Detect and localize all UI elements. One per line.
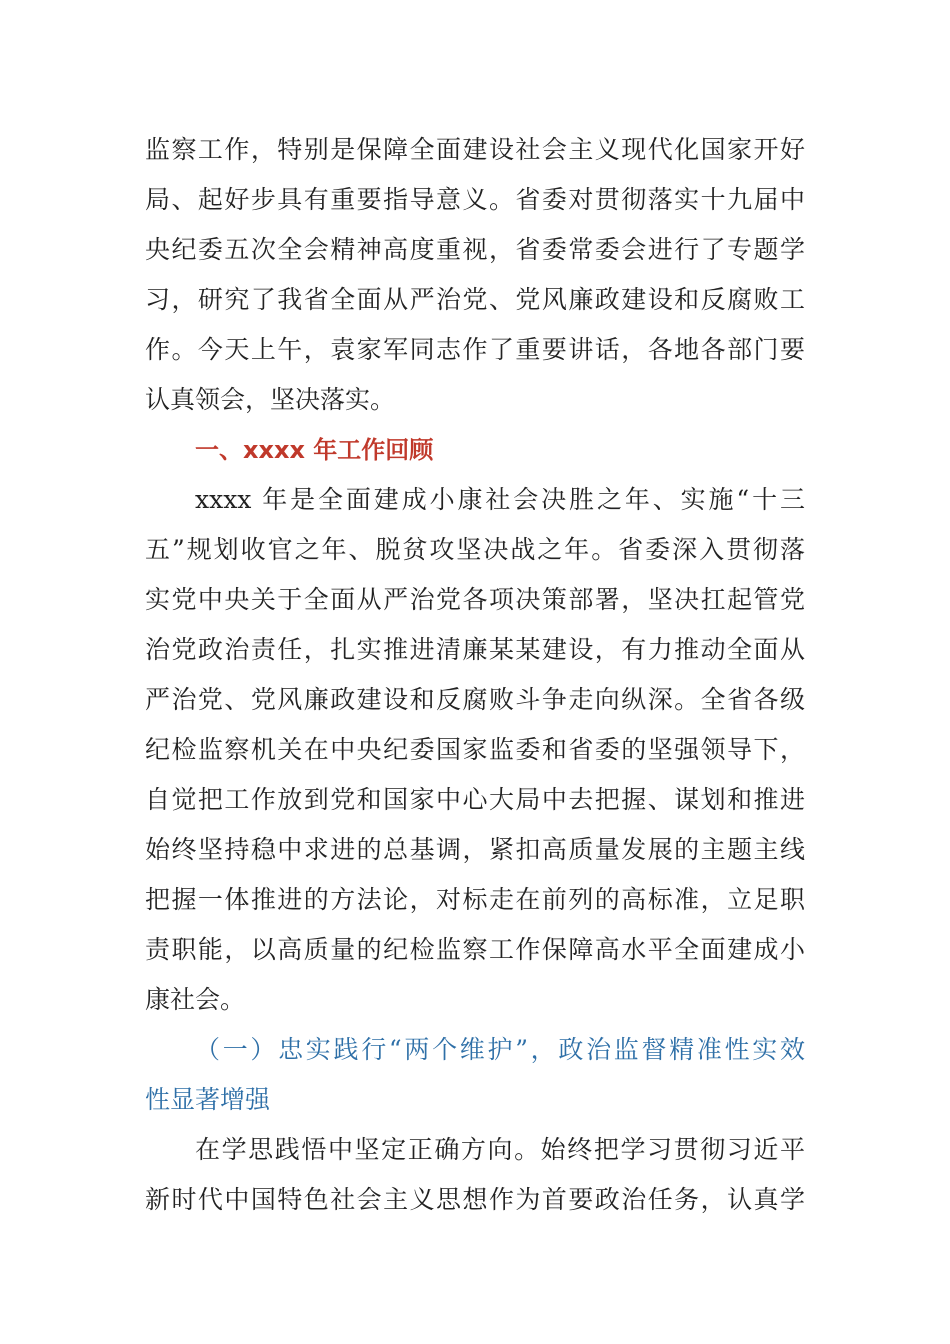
intro-line-3: 央纪委五次全会精神高度重视，省委常委会进行了专题学 <box>145 235 805 264</box>
review-line-6: 纪检监察机关在中央纪委国家监委和省委的坚强领导下， <box>145 735 805 764</box>
review-line-1: xxxx 年是全面建成小康社会决胜之年、实施“十三 <box>195 485 805 514</box>
study-line-1: 在学思践悟中坚定正确方向。始终把学习贯彻习近平 <box>195 1135 805 1164</box>
section-heading: 一、xxxx 年工作回顾 <box>195 436 434 464</box>
review-line-4: 治党政治责任，扎实推进清廉某某建设，有力推动全面从 <box>145 635 805 664</box>
review-line-2: 五”规划收官之年、脱贫攻坚决战之年。省委深入贯彻落 <box>145 535 805 564</box>
subheading-line-2: 性显著增强 <box>145 1085 271 1114</box>
review-line-5: 严治党、党风廉政建设和反腐败斗争走向纵深。全省各级 <box>145 685 805 714</box>
intro-line-4: 习，研究了我省全面从严治党、党风廉政建设和反腐败工 <box>145 285 805 314</box>
review-line-7: 自觉把工作放到党和国家中心大局中去把握、谋划和推进 <box>145 785 805 814</box>
review-line-11: 康社会。 <box>145 985 246 1014</box>
intro-line-5: 作。今天上午，袁家军同志作了重要讲话，各地各部门要 <box>145 335 805 364</box>
intro-line-1: 监察工作，特别是保障全面建设社会主义现代化国家开好 <box>145 135 805 164</box>
subheading-line-1: （一）忠实践行“两个维护”，政治监督精准性实效 <box>195 1035 805 1064</box>
intro-line-2: 局、起好步具有重要指导意义。省委对贯彻落实十九届中 <box>145 185 805 214</box>
intro-line-6: 认真领会，坚决落实。 <box>145 385 396 414</box>
review-line-8: 始终坚持稳中求进的总基调，紧扣高质量发展的主题主线 <box>145 835 805 864</box>
review-line-10: 责职能，以高质量的纪检监察工作保障高水平全面建成小 <box>145 935 805 964</box>
review-line-9: 把握一体推进的方法论，对标走在前列的高标准，立足职 <box>145 885 805 914</box>
study-line-2: 新时代中国特色社会主义思想作为首要政治任务，认真学 <box>145 1185 805 1214</box>
review-line-3: 实党中央关于全面从严治党各项决策部署，坚决扛起管党 <box>145 585 805 614</box>
